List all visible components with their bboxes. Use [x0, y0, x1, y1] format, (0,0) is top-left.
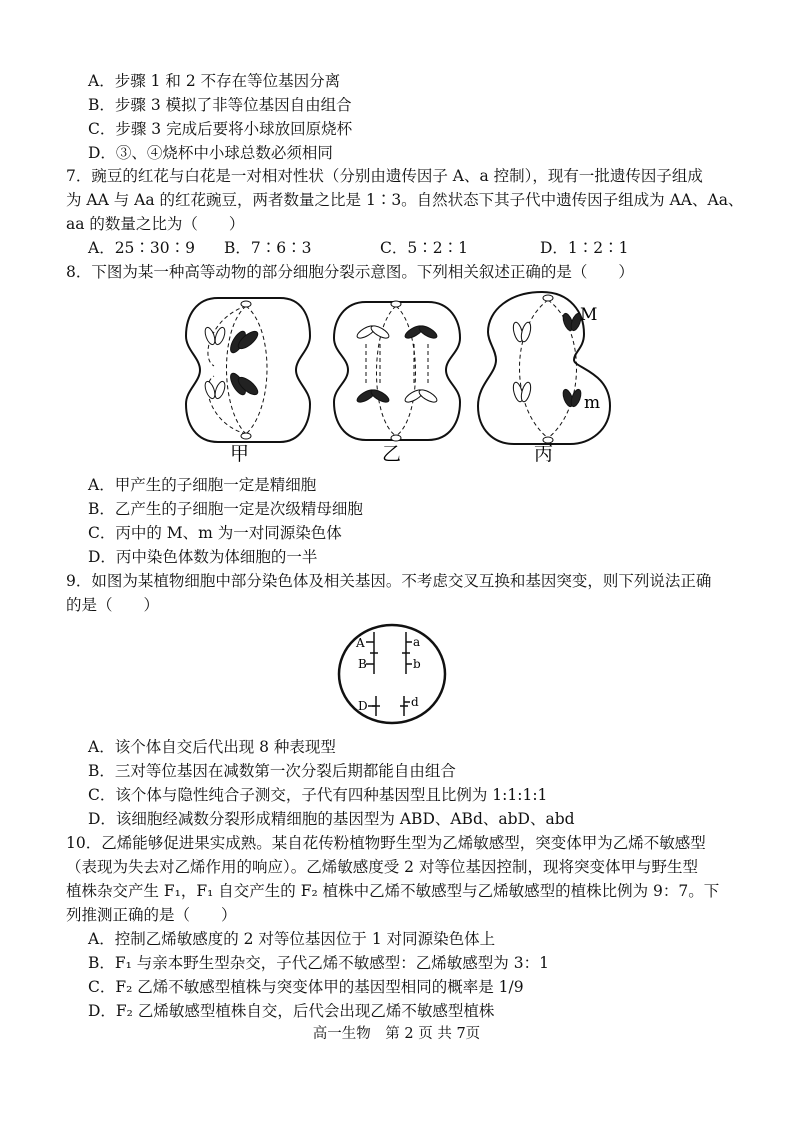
- q10-option-c: C．F₂ 乙烯不敏感型植株与突变体甲的基因型相同的概率是 1/9: [88, 978, 524, 996]
- q10-stem-line-1: 10．乙烯能够促进果实成熟。某自花传粉植物野生型为乙烯敏感型，突变体甲为乙烯不敏感型: [66, 834, 706, 852]
- q9-option-b: B．三对等位基因在减数第一次分裂后期都能自由组合: [88, 762, 456, 780]
- page-footer: 高一生物 第 2 页 共 7页: [312, 1026, 481, 1042]
- cell-division-figure: [170, 288, 640, 468]
- gene-B: B: [358, 657, 367, 671]
- q7-option-d: D．1∶2∶1: [540, 239, 629, 257]
- q10-option-d: D．F₂ 乙烯敏感型植株自交，后代会出现乙烯不敏感型植株: [88, 1002, 495, 1020]
- q10-stem-line-4: 列推测正确的是（ ）: [66, 906, 237, 924]
- q6-option-c: C．步骤 3 完成后要将小球放回原烧杯: [88, 120, 353, 138]
- q6-option-d: D．③、④烧杯中小球总数必须相同: [88, 144, 333, 162]
- q9-stem-line-2: 的是（ ）: [66, 596, 160, 614]
- q7-option-c: C．5∶2∶1: [380, 239, 468, 257]
- q7-option-a: A．25∶30∶9: [88, 239, 196, 257]
- gene-a: a: [413, 635, 421, 649]
- gene-d: d: [411, 695, 419, 709]
- q6-option-b: B．步骤 3 模拟了非等位基因自由组合: [88, 96, 352, 114]
- cell-label-jia: 甲: [230, 443, 250, 465]
- gene-b: b: [413, 657, 421, 671]
- q8-stem: 8．下图为某一种高等动物的部分细胞分裂示意图。下列相关叙述正确的是（ ）: [66, 263, 634, 281]
- q7-option-b: B．7∶6∶3: [224, 239, 312, 257]
- label-M: M: [580, 305, 598, 325]
- q8-option-d: D．丙中染色体数为体细胞的一半: [88, 548, 318, 566]
- cell-yi-outline: [334, 302, 460, 440]
- gene-chromosome-figure: [336, 622, 448, 726]
- gene-A: A: [356, 636, 365, 650]
- chromosome-white: [203, 326, 227, 400]
- q7-stem-line-1: 7．豌豆的红花与白花是一对相对性状（分别由遗传因子 A、a 控制），现有一批遗传因子组成: [66, 167, 703, 185]
- q10-stem-line-3: 植株杂交产生 F₁，F₁ 自交产生的 F₂ 植株中乙烯不敏感型与乙烯敏感型的植株比例为 9：7。下: [66, 882, 720, 900]
- q7-stem-line-2: 为 AA 与 Aa 的红花豌豆，两者数量之比是 1∶3。自然状态下其子代中遗传因子组成为 AA、Aa、: [66, 191, 744, 209]
- q9-option-c: C．该个体与隐性纯合子测交，子代有四种基因型且比例为 1:1:1:1: [88, 786, 548, 804]
- q8-option-b: B．乙产生的子细胞一定是次级精母细胞: [88, 500, 363, 518]
- cell-label-yi: 乙: [382, 443, 402, 465]
- q9-stem-line-1: 9．如图为某植物细胞中部分染色体及相关基因。不考虑交叉互换和基因突变，则下列说法正确: [66, 572, 712, 590]
- gene-D: D: [358, 699, 368, 713]
- q8-option-c: C．丙中的 M、m 为一对同源染色体: [88, 524, 342, 542]
- chromosome-black: [228, 328, 261, 397]
- cell-label-bing: 丙: [534, 443, 554, 465]
- q9-option-a: A．该个体自交后代出现 8 种表现型: [88, 738, 336, 756]
- label-m: m: [584, 393, 601, 413]
- q8-option-a: A．甲产生的子细胞一定是精细胞: [88, 476, 317, 494]
- q6-option-a: A．步骤 1 和 2 不存在等位基因分离: [88, 72, 341, 90]
- q7-stem-line-3: aa 的数量之比为（ ）: [66, 215, 245, 233]
- q10-option-a: A．控制乙烯敏感度的 2 对等位基因位于 1 对同源染色体上: [88, 930, 496, 948]
- q9-option-d: D．该细胞经减数分裂形成精细胞的基因型为 ABD、ABd、abD、abd: [88, 810, 575, 828]
- q10-option-b: B．F₁ 与亲本野生型杂交，子代乙烯不敏感型：乙烯敏感型为 3：1: [88, 954, 549, 972]
- q10-stem-line-2: （表现为失去对乙烯作用的响应）。乙烯敏感度受 2 对等位基因控制，现将突变体甲与野生型: [66, 858, 698, 876]
- cell-jia-outline: [186, 298, 310, 442]
